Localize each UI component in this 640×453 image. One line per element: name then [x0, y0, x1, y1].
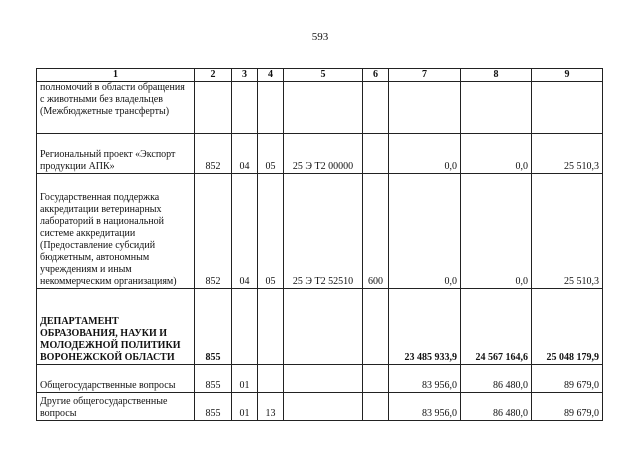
- header-col-4: 4: [258, 69, 284, 82]
- row-name: ДЕПАРТАМЕНТ ОБРАЗОВАНИЯ, НАУКИ И МОЛОДЕЖНОЙ ПОЛИТИКИ ВОРОНЕЖСКОЙ ОБЛАСТИ: [37, 289, 195, 365]
- cell-amount-2: 0,0: [461, 174, 532, 289]
- cell-target-article: [284, 289, 363, 365]
- cell-expense-type: [363, 82, 389, 134]
- cell-ministry: 852: [195, 134, 232, 174]
- cell-section: [232, 289, 258, 365]
- row-name: Другие общегосударственные вопросы: [37, 393, 195, 421]
- cell-section: 01: [232, 365, 258, 393]
- cell-section: 04: [232, 134, 258, 174]
- cell-amount-2: 0,0: [461, 134, 532, 174]
- header-col-2: 2: [195, 69, 232, 82]
- cell-ministry: 855: [195, 365, 232, 393]
- cell-subsection: [258, 365, 284, 393]
- cell-ministry: [195, 82, 232, 134]
- header-col-8: 8: [461, 69, 532, 82]
- cell-amount-3: 89 679,0: [532, 365, 603, 393]
- row-name: Региональный проект «Экспорт продукции АПК»: [37, 134, 195, 174]
- cell-amount-3: 25 510,3: [532, 174, 603, 289]
- header-col-3: 3: [232, 69, 258, 82]
- cell-amount-3: [532, 82, 603, 134]
- table-row: [37, 174, 603, 289]
- cell-subsection: [258, 82, 284, 134]
- cell-amount-1: 83 956,0: [389, 393, 461, 421]
- cell-target-article: 25 Э Т2 52510: [284, 174, 363, 289]
- cell-target-article: [284, 82, 363, 134]
- budget-table: [36, 68, 603, 421]
- cell-target-article: [284, 393, 363, 421]
- cell-amount-3: 25 048 179,9: [532, 289, 603, 365]
- cell-target-article: [284, 365, 363, 393]
- cell-amount-1: 0,0: [389, 134, 461, 174]
- table-row: [37, 393, 603, 421]
- cell-amount-2: 24 567 164,6: [461, 289, 532, 365]
- cell-ministry: 852: [195, 174, 232, 289]
- page-number: 593: [311, 31, 329, 43]
- header-col-7: 7: [389, 69, 461, 82]
- header-col-5: 5: [284, 69, 363, 82]
- cell-ministry: 855: [195, 289, 232, 365]
- header-col-9: 9: [532, 69, 603, 82]
- cell-expense-type: [363, 365, 389, 393]
- table-row: [37, 289, 603, 365]
- cell-expense-type: 600: [363, 174, 389, 289]
- row-name: Государственная поддержка аккредитации ветеринарных лабораторий в национальной системе аккредитации (Предоставление субсидий бюджетным, автономным учреждениям и иным некоммерческим организациям): [37, 174, 195, 289]
- cell-amount-2: 86 480,0: [461, 365, 532, 393]
- table-row: [37, 134, 603, 174]
- cell-amount-1: [389, 82, 461, 134]
- cell-amount-1: 83 956,0: [389, 365, 461, 393]
- cell-subsection: 05: [258, 174, 284, 289]
- cell-amount-1: 23 485 933,9: [389, 289, 461, 365]
- cell-expense-type: [363, 134, 389, 174]
- cell-subsection: 05: [258, 134, 284, 174]
- cell-amount-3: 25 510,3: [532, 134, 603, 174]
- cell-section: 04: [232, 174, 258, 289]
- cell-ministry: 855: [195, 393, 232, 421]
- cell-subsection: [258, 289, 284, 365]
- cell-amount-2: [461, 82, 532, 134]
- cell-subsection: 13: [258, 393, 284, 421]
- cell-amount-3: 89 679,0: [532, 393, 603, 421]
- table-row: [37, 365, 603, 393]
- cell-section: 01: [232, 393, 258, 421]
- cell-section: [232, 82, 258, 134]
- table-row: [37, 82, 603, 134]
- cell-expense-type: [363, 289, 389, 365]
- cell-expense-type: [363, 393, 389, 421]
- cell-target-article: 25 Э Т2 00000: [284, 134, 363, 174]
- row-name: полномочий в области обращения с животными без владельцев (Межбюджетные трансферты): [37, 82, 195, 134]
- header-col-1: 1: [37, 69, 195, 82]
- header-row: [37, 69, 603, 82]
- cell-amount-2: 86 480,0: [461, 393, 532, 421]
- row-name: Общегосударственные вопросы: [37, 365, 195, 393]
- header-col-6: 6: [363, 69, 389, 82]
- cell-amount-1: 0,0: [389, 174, 461, 289]
